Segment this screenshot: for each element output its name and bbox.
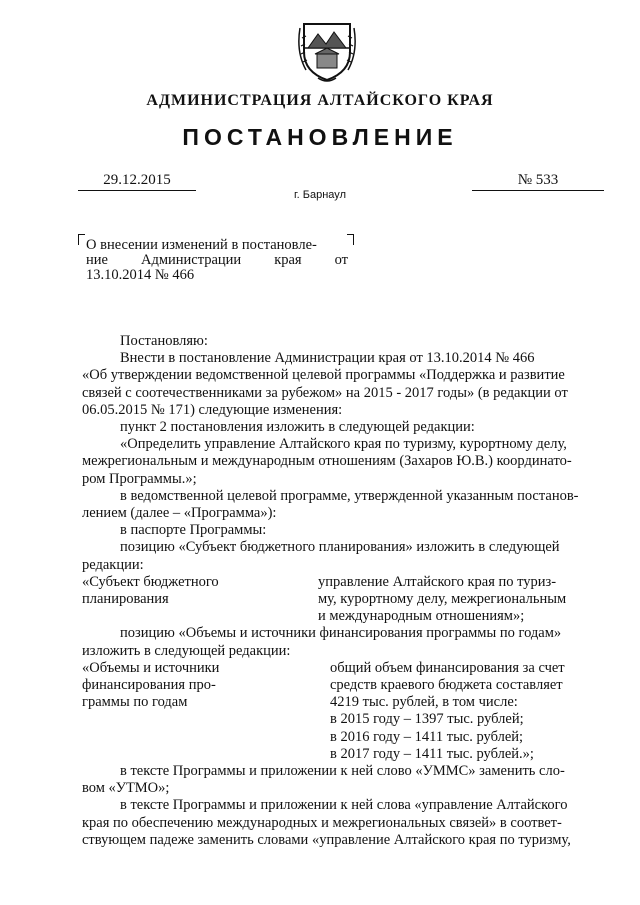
passport-table-row	[82, 660, 594, 763]
body-line: связей с соотечественниками за рубежом» на 2015 - 2017 годы» (в редакции от	[82, 384, 568, 401]
passport-table-label	[82, 660, 330, 763]
body-line: в тексте Программы и приложении к ней слова «управление Алтайского	[120, 797, 568, 814]
body-line: изложить в следующей редакции:	[82, 642, 291, 659]
body-line: позицию «Субъект бюджетного планирования» изложить в следующей	[120, 539, 560, 556]
subject-line	[86, 253, 348, 268]
subject-word: ние	[86, 252, 108, 268]
body-line: пункт 2 постановления изложить в следующей редакции:	[120, 419, 475, 436]
body-line: «Определить управление Алтайского края по туризму, курортному делу,	[120, 436, 567, 453]
table-cell-line: планирования	[82, 591, 169, 608]
document-type-title: ПОСТАНОВЛЕНИЕ	[182, 124, 458, 150]
body-line: «Об утверждении ведомственной целевой программы «Поддержка и развитие	[82, 367, 565, 384]
table-cell-line: финансирования про-	[82, 677, 216, 694]
table-cell-line: «Объемы и источники	[82, 659, 220, 676]
subject-word: края	[274, 252, 302, 268]
table-cell-line: граммы по годам	[82, 694, 188, 711]
passport-table-label	[82, 574, 318, 626]
body-line: в ведомственной целевой программе, утвержденной указанным постанов-	[120, 487, 579, 504]
body-line: вом «УТМО»;	[82, 780, 170, 797]
table-cell-line: в 2017 году – 1411 тыс. рублей.»;	[330, 745, 534, 762]
document-city: г. Барнаул	[294, 189, 346, 201]
document-subject	[86, 238, 348, 283]
organization-title: АДМИНИСТРАЦИЯ АЛТАЙСКОГО КРАЯ	[146, 92, 494, 109]
body-line: редакции:	[82, 556, 144, 573]
subject-line: 13.10.2014 № 466	[86, 267, 195, 283]
body-line: лением (далее – «Программа»):	[82, 505, 277, 522]
table-cell-line: в 2015 году – 1397 тыс. рублей;	[330, 711, 524, 728]
body-line: Внести в постановление Администрации края от 13.10.2014 № 466	[120, 350, 535, 367]
body-line: позицию «Объемы и источники финансирования программы по годам»	[120, 625, 562, 642]
passport-table-row	[82, 574, 594, 626]
table-cell-line: управление Алтайского края по туриз-	[318, 573, 557, 590]
document-date: 29.12.2015	[78, 172, 196, 191]
body-line: в тексте Программы и приложении к ней слово «УММС» заменить сло-	[120, 763, 565, 780]
body-line: ствующем падеже заменить словами «управление Алтайского края по туризму,	[82, 831, 571, 848]
table-cell-line: и международным отношениям»;	[318, 608, 525, 625]
passport-table-value	[330, 660, 594, 763]
table-cell-line: 4219 тыс. рублей, в том числе:	[330, 694, 518, 711]
table-cell-line: му, курортному делу, межрегиональным	[318, 591, 567, 608]
table-cell-line: «Субъект бюджетного	[82, 573, 219, 590]
document-number: № 533	[472, 172, 604, 191]
table-cell-line: средств краевого бюджета составляет	[330, 677, 563, 694]
body-line: ром Программы.»;	[82, 470, 197, 487]
subject-word: Администрации	[140, 252, 242, 268]
subject-line: О внесении изменений в постановле-	[86, 237, 317, 253]
document-body	[82, 333, 594, 849]
table-cell-line: в 2016 году – 1411 тыс. рублей;	[330, 728, 524, 745]
coat-of-arms-icon	[296, 18, 358, 84]
body-line: межрегиональным и международным отношениям (Захаров Ю.В.) координато-	[82, 453, 572, 470]
body-line: в паспорте Программы:	[120, 522, 267, 539]
body-line: края по обеспечению международных и межрегиональных связей» в соответ-	[82, 814, 562, 831]
bracket-left-mark	[78, 234, 85, 245]
body-line: Постановляю:	[120, 333, 208, 349]
bracket-right-mark	[347, 234, 354, 245]
passport-table-value	[318, 574, 594, 626]
subject-word: от	[334, 252, 348, 268]
body-line: 06.05.2015 № 171) следующие изменения:	[82, 401, 343, 418]
table-cell-line: общий объем финансирования за счет	[330, 659, 565, 676]
